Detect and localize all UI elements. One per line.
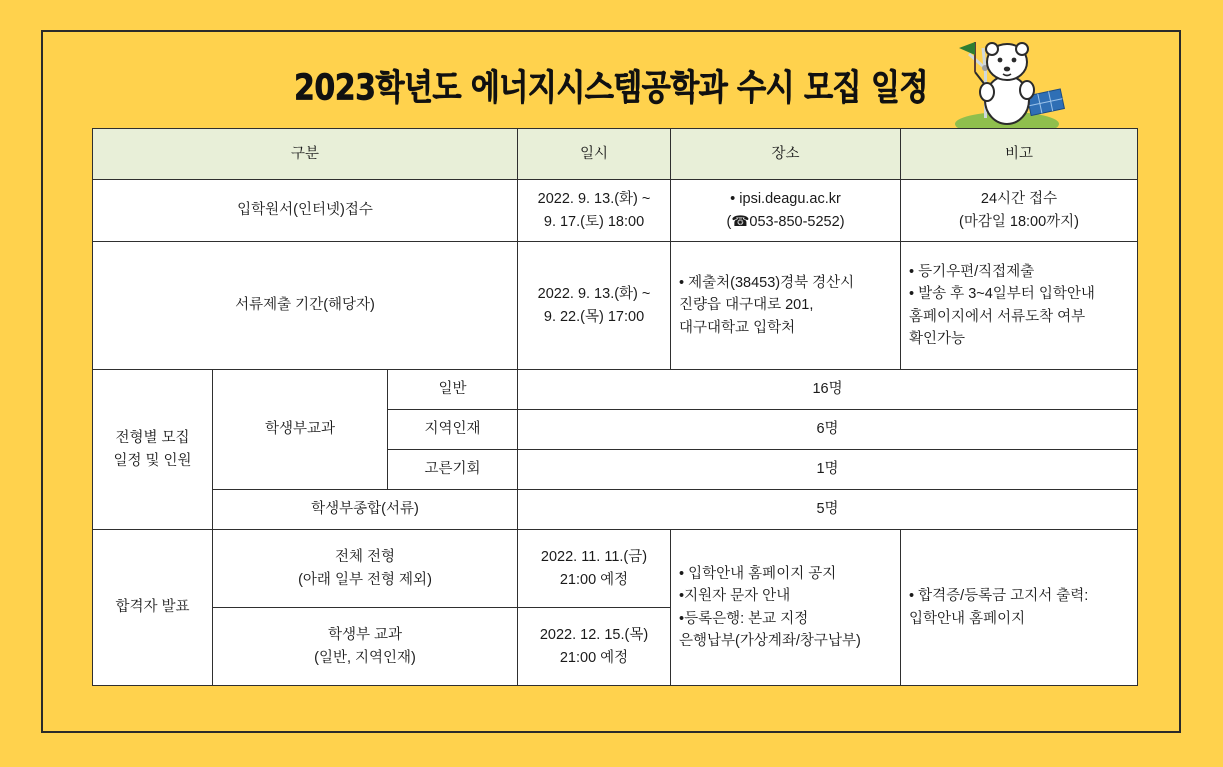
polar-bear-mascot-icon [935,28,1065,133]
table-row [93,180,1138,242]
result-note: • 합격증/등록금 고지서 출력: 입학안내 홈페이지 [901,530,1138,686]
page-title: 2023학년도 에너지시스템공학과 수시 모집 일정 [294,67,928,110]
result-date-subject: 2022. 12. 15.(목) 21:00 예정 [518,608,671,686]
row-label-documents: 서류제출 기간(해당자) [93,242,518,370]
table-row [93,490,1138,530]
quota-count-comprehensive: 5명 [518,490,1138,530]
row-label-results: 합격자 발표 [93,530,213,686]
quota-count-general: 16명 [518,370,1138,410]
quota-type-local: 지역인재 [388,410,518,450]
quota-type-general: 일반 [388,370,518,410]
col-header-category: 구분 [93,129,518,180]
row-place-application: • ipsi.deagu.ac.kr (☎053-850-5252) [671,180,901,242]
table-row [93,370,1138,410]
quota-type-comprehensive: 학생부종합(서류) [213,490,518,530]
result-type-subject: 학생부 교과 (일반, 지역인재) [213,608,518,686]
result-date-all: 2022. 11. 11.(금) 21:00 예정 [518,530,671,608]
quota-count-equal-opportunity: 1명 [518,450,1138,490]
table-header-row [93,129,1138,180]
col-header-date: 일시 [518,129,671,180]
col-header-note: 비고 [901,129,1138,180]
row-label-quota: 전형별 모집 일정 및 인원 [93,370,213,530]
row-date-application: 2022. 9. 13.(화) ~ 9. 17.(토) 18:00 [518,180,671,242]
schedule-table [92,128,1138,686]
row-label-application: 입학원서(인터넷)접수 [93,180,518,242]
row-note-application: 24시간 접수 (마감일 18:00까지) [901,180,1138,242]
quota-group-label: 학생부교과 [213,370,388,490]
table-row [93,242,1138,370]
result-type-all: 전체 전형 (아래 일부 전형 제외) [213,530,518,608]
quota-count-local: 6명 [518,410,1138,450]
col-header-place: 장소 [671,129,901,180]
row-place-documents: • 제출처(38453)경북 경산시 진량읍 대구대로 201, 대구대학교 입학처 [671,242,901,370]
row-note-documents: • 등기우편/직접제출 • 발송 후 3~4일부터 입학안내 홈페이지에서 서류도착 여부 확인가능 [901,242,1138,370]
table-row [93,530,1138,608]
quota-type-equal-opportunity: 고른기회 [388,450,518,490]
row-date-documents: 2022. 9. 13.(화) ~ 9. 22.(목) 17:00 [518,242,671,370]
result-place: • 입학안내 홈페이지 공지 •지원자 문자 안내 •등록은행: 본교 지정 은행납부(가상계좌/창구납부) [671,530,901,686]
